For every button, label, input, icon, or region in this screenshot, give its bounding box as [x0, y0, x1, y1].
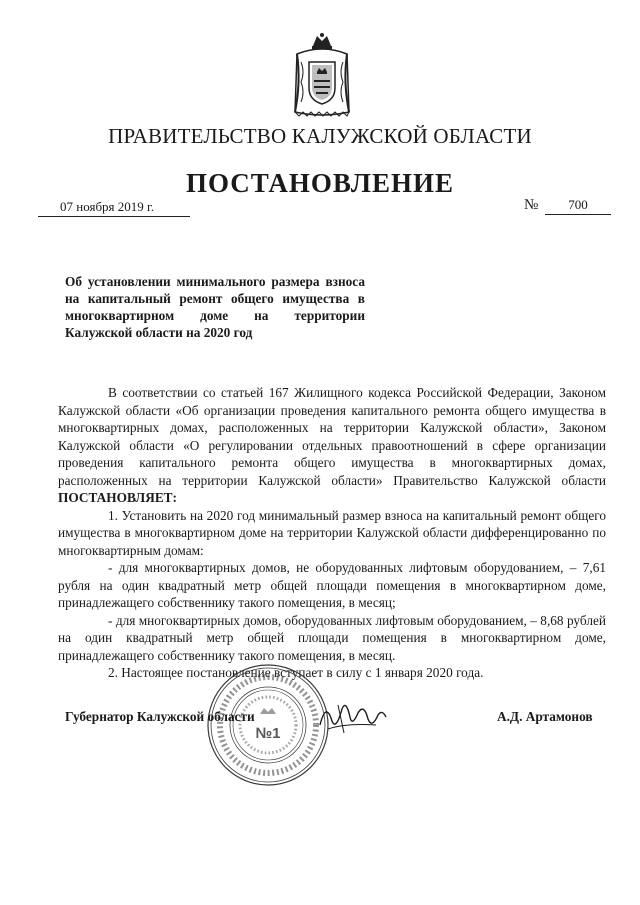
- bullet-1-paragraph: - для многоквартирных домов, не оборудованных лифтовым оборудованием, – 7,61 рубля на один квадратный метр общей площади помещения в многоквартирном доме, принадлежащего собственнику такого помещения, в месяц;: [58, 560, 606, 610]
- preamble-text: В соответствии со статьей 167 Жилищного кодекса Российской Федерации, Законом Калужской области «Об организации проведения капитального ремонта общего имущества в многоквартирных домах, расположенных на территории Калужской области», Законом Калужской области «О регулировании отдельных правоотношений в сфере организации проведения капитального ремонта общего имущества в многоквартирных домах, расположенных на территории Калужской области» Правительство Калужской области: [58, 385, 606, 488]
- coat-of-arms-emblem: [291, 32, 353, 120]
- document-subject: Об установлении минимального размера взноса на капитальный ремонт общего имущества в многоквартирном доме на территории Калужской области на 2020 год: [65, 274, 365, 340]
- document-type-title: ПОСТАНОВЛЕНИЕ: [185, 168, 455, 198]
- official-stamp: [204, 662, 332, 788]
- decree-word: ПОСТАНОВЛЯЕТ:: [58, 490, 177, 505]
- signatory-name: А.Д. Артамонов: [497, 709, 593, 724]
- document-number: 700: [545, 197, 611, 215]
- bullet-2-paragraph: - для многоквартирных домов, оборудованных лифтовым оборудованием, – 8,68 рублей на один квадратный метр общей площади помещения в многоквартирном доме, принадлежащего собственнику такого помещения, в месяц.: [58, 612, 606, 663]
- document-body: [58, 384, 606, 682]
- preamble-paragraph: [58, 384, 606, 507]
- item-1-paragraph: 1. Установить на 2020 год минимальный размер взноса на капитальный ремонт общего имущества в многоквартирном доме на территории Калужской области дифференцированно по многоквартирным домам:: [58, 507, 606, 558]
- document-date: 07 ноября 2019 г.: [38, 199, 190, 217]
- government-title: ПРАВИТЕЛЬСТВО КАЛУЖСКОЙ ОБЛАСТИ: [108, 124, 532, 148]
- document-number-label: №: [524, 197, 539, 213]
- item-2-paragraph: 2. Настоящее постановление вступает в силу с 1 января 2020 года.: [108, 665, 484, 680]
- signatory-position: Губернатор Калужской области: [65, 709, 255, 724]
- handwritten-signature: [316, 695, 390, 737]
- stamp-number: №1: [255, 725, 281, 742]
